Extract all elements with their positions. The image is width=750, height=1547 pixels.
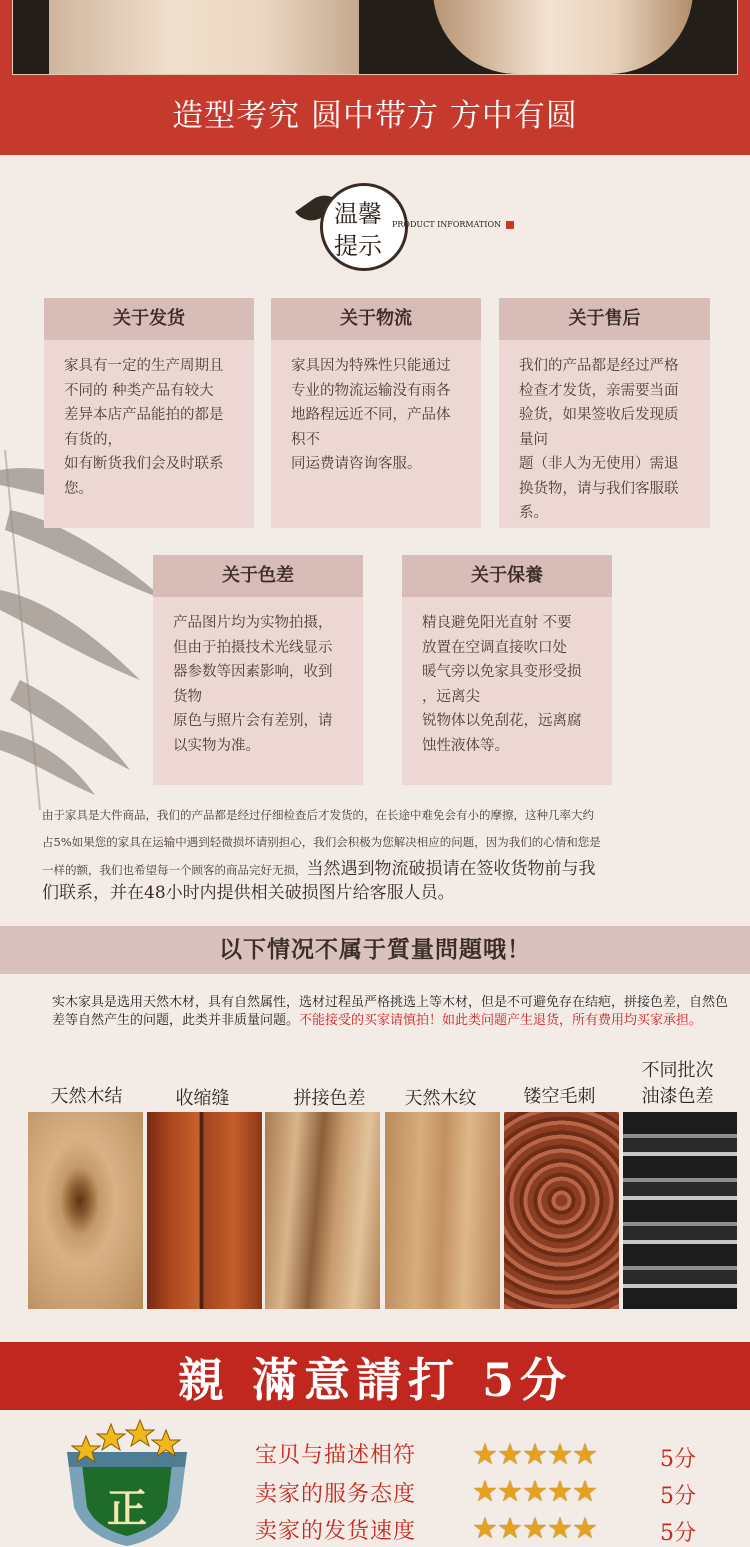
tip-title-line1: 温馨 [334,200,382,228]
rating-title: 親 滿意請打 5分 [177,1353,573,1407]
card-body: 家具因为特殊性只能通过 专业的物流运输没有雨各 地路程远近不同，产品体 积不 同运费请咨询客服。 [291,358,451,472]
notice-line2: 占5%如果您的家具在运输中遇到轻微损坏请别担心，我们会积极为您解决相应的问题，因为我们的心情和您是 [42,835,601,849]
card-body: 我们的产品都是经过严格 检查才发货，亲需要当面 验货，如果签收后发现质 量问 题（非人为无使用）需退 换货物，请与我们客服联 系。 [519,358,679,521]
wood-grain-image [385,1112,500,1309]
card-maintenance [402,555,612,785]
tip-english: PRODUCT INFORMATION [392,220,501,229]
card-body: 家具有一定的生产周期且 不同的 种类产品有较大 差异本店产品能拍的都是 有货的， 如有断货我们会及时联系 您。 [64,358,224,497]
quality-intro [52,994,732,1030]
tip-title-line2: 提示 [334,232,382,260]
seal-icon [506,221,514,229]
notice-line3-strong: 当然遇到物流破损请在签收货物前与我 [306,859,596,879]
card-title: 关于发货 [44,298,254,340]
card-title: 关于保養 [402,555,612,597]
rating-label-delivery: 卖家的发货速度 [255,1519,417,1544]
wood-leg-image [49,0,359,74]
swatch-label-shrink: 收缩缝 [175,1088,230,1109]
rating-score-description: 5分 [660,1447,696,1472]
card-shipping [44,298,254,528]
card-title: 关于物流 [271,298,481,340]
rating-label-service: 卖家的服务态度 [255,1482,417,1507]
carved-panel-image [504,1112,619,1309]
paint-cans-image [623,1112,737,1309]
rating-score-delivery: 5分 [660,1521,696,1546]
card-aftersales [499,298,710,528]
badge-char: 正 [107,1485,147,1532]
swatch-label-splice: 拼接色差 [293,1088,366,1109]
quality-shield-badge [52,1412,202,1546]
swatch-label-grain: 天然木纹 [404,1088,477,1109]
swatch-label-knot: 天然木结 [50,1086,123,1107]
card-body: 产品图片均为实物拍摄， 但由于拍摄技术光线显示 器参数等因素影响，收到 货物 原色与照片会有差别，请 以实物为准。 [173,615,333,754]
wood-bowl-image [433,0,693,74]
rating-stars-description: ★★★★★ [472,1437,597,1471]
notice-line1: 由于家具是大件商品，我们的产品都是经过仔细检查后才发货的，在长途中难免会有小的摩擦，这种几率大约 [42,808,594,822]
rating-score-service: 5分 [660,1484,696,1509]
card-color-difference [153,555,363,785]
swatch-label-paint [620,1058,735,1110]
quality-heading: 以下情况不属于質量問題哦！ [0,926,750,974]
rating-stars-delivery: ★★★★★ [472,1511,597,1545]
rating-stars-service: ★★★★★ [472,1474,597,1508]
banner-title: 造型考究 圆中带方 方中有圆 [172,98,578,134]
swatch-label-burr: 镂空毛刺 [523,1086,596,1107]
swatch-label-paint-line2: 油漆色差 [641,1086,714,1107]
card-title: 关于色差 [153,555,363,597]
shrink-gap-image [147,1112,262,1309]
splice-color-image [265,1112,380,1309]
card-logistics [271,298,481,528]
card-body: 精良避免阳光直射 不要 放置在空调直接吹口处 暖气旁以免家具变形受损 ，远离尖 锐物体以免刮花，远离腐 蚀性液体等。 [422,615,582,754]
notice-line4: 们联系，并在48小时内提供相关破损图片给客服人员。 [42,883,455,903]
quality-intro-text: 实木家具是选用天然木材，具有自然属性，选材过程虽严格挑选上等木材，但是不可避免存在结疤，拼接色差，自然色差等自然产生的问题，此类并非质量问题。 [52,995,729,1028]
swatch-label-paint-line1: 不同批次 [641,1060,714,1081]
card-title: 关于售后 [499,298,710,340]
quality-intro-warning: 不能接受的买家请慎拍！如此类问题产生退货，所有费用均买家承担。 [299,1013,703,1028]
wood-knot-image [28,1112,143,1309]
banner-photo [12,0,738,75]
rating-label-description: 宝贝与描述相符 [255,1443,417,1468]
notice-line3-normal: 一样的额，我们也希望每一个顾客的商品完好无损， [42,863,307,877]
